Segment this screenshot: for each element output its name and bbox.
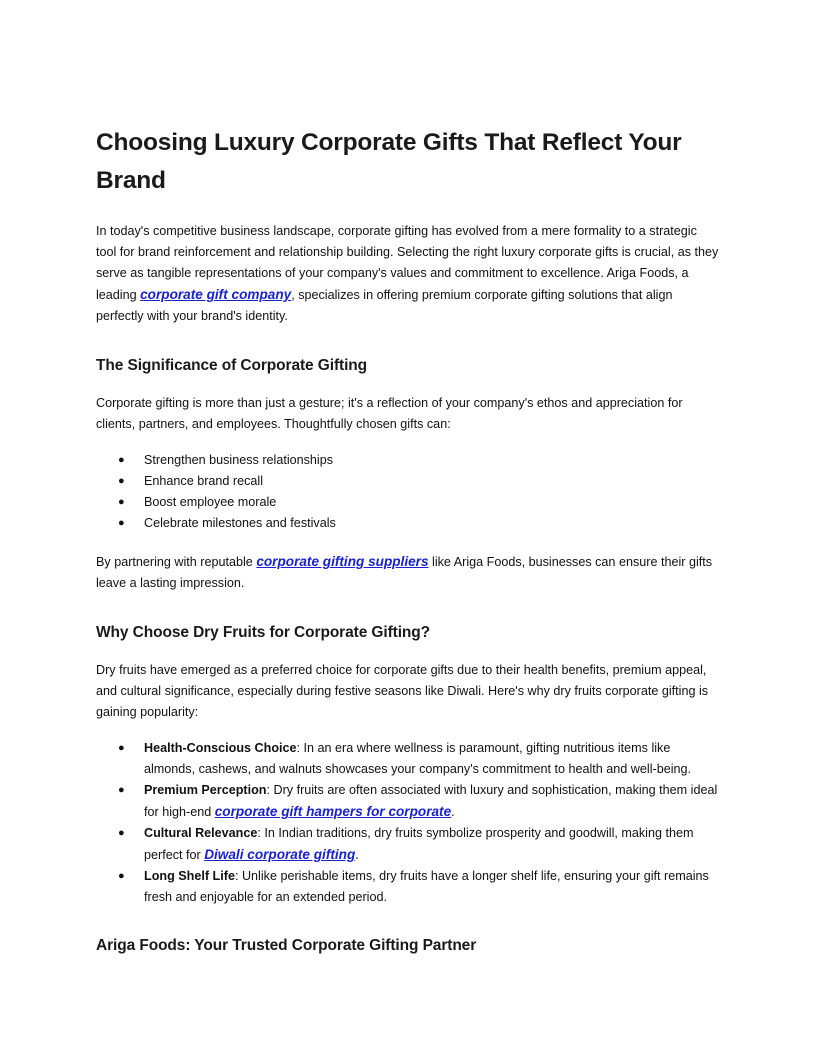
list-item bbox=[96, 866, 720, 908]
suppliers-text-before: By partnering with reputable bbox=[96, 555, 257, 569]
list-item bbox=[96, 450, 720, 471]
corporate-gift-company-link[interactable]: corporate gift company bbox=[140, 287, 292, 302]
list-item-text: Boost employee morale bbox=[144, 495, 277, 509]
list-item-tail: . bbox=[451, 805, 455, 819]
document-page bbox=[96, 124, 720, 956]
diwali-corporate-gifting-link[interactable]: Diwali corporate gifting bbox=[204, 847, 356, 862]
list-item bbox=[96, 738, 720, 780]
bullet-icon: ● bbox=[118, 742, 125, 754]
list-item-tail: . bbox=[355, 848, 359, 862]
intro-paragraph bbox=[96, 221, 720, 327]
suppliers-paragraph bbox=[96, 551, 720, 594]
section-heading-ariga: Ariga Foods: Your Trusted Corporate Gifting Partner bbox=[96, 937, 477, 954]
list-item bbox=[96, 471, 720, 492]
bullet-icon: ● bbox=[118, 454, 125, 466]
list-item-term: Premium Perception bbox=[144, 783, 267, 797]
list-item-term: Health-Conscious Choice bbox=[144, 741, 297, 755]
intro-text-before: In today's competitive business landscape, corporate gifting has evolved from a mere formality to a strategic tool for brand reinforcement and relationship building. Selecting the right luxury corporate gifts is crucial, as they serve as tangible representations of your company's values and commitment to excellence. Ariga Foods, a leading bbox=[96, 224, 719, 302]
section-heading-dry-fruits: Why Choose Dry Fruits for Corporate Gifting? bbox=[96, 624, 431, 641]
bullet-icon: ● bbox=[118, 475, 125, 487]
list-item-text: Strengthen business relationships bbox=[144, 453, 334, 467]
bullet-icon: ● bbox=[118, 517, 125, 529]
list-item-term: Cultural Relevance bbox=[144, 826, 258, 840]
bullet-icon: ● bbox=[118, 827, 125, 839]
intro-text-after: , specializes in offering premium corporate gifting solutions that align perfectly with your brand's identity. bbox=[96, 288, 673, 323]
list-item-text: : Unlike perishable items, dry fruits have a longer shelf life, ensuring your gift remains fresh and enjoyable for an extended period. bbox=[144, 869, 709, 904]
corporate-gifting-suppliers-link[interactable]: corporate gifting suppliers bbox=[256, 554, 429, 569]
list-item-text: Enhance brand recall bbox=[144, 474, 264, 488]
list-item bbox=[96, 823, 720, 866]
section-heading-significance: The Significance of Corporate Gifting bbox=[96, 357, 368, 374]
suppliers-text-after: like Ariga Foods, businesses can ensure their gifts leave a lasting impression. bbox=[96, 555, 713, 590]
bullet-icon: ● bbox=[118, 496, 125, 508]
corporate-gift-hampers-link[interactable]: corporate gift hampers for corporate bbox=[214, 804, 452, 819]
page-title: Choosing Luxury Corporate Gifts That Reflect Your Brand bbox=[96, 129, 682, 194]
list-item-text: Celebrate milestones and festivals bbox=[144, 516, 336, 530]
bullet-icon: ● bbox=[118, 870, 125, 882]
list-item bbox=[96, 780, 720, 823]
bullet-icon: ● bbox=[118, 784, 125, 796]
list-item-text: : Dry fruits are often associated with luxury and sophistication, making them ideal for high-end bbox=[144, 783, 718, 819]
list-item-text: : In an era where wellness is paramount, gifting nutritious items like almonds, cashews, and walnuts showcases your company's commitment to health and well-being. bbox=[144, 741, 692, 776]
list-item bbox=[96, 513, 720, 534]
dry-fruits-list bbox=[96, 738, 720, 908]
significance-paragraph: Corporate gifting is more than just a gesture; it's a reflection of your company's ethos and appreciation for clients, partners, and employees. Thoughtfully chosen gifts can: bbox=[96, 396, 683, 431]
significance-list bbox=[96, 450, 720, 534]
list-item-text: : In Indian traditions, dry fruits symbolize prosperity and goodwill, making them perfect for bbox=[144, 826, 694, 862]
list-item bbox=[96, 492, 720, 513]
dry-fruits-paragraph: Dry fruits have emerged as a preferred choice for corporate gifts due to their health benefits, premium appeal, and cultural significance, especially during festive seasons like Diwali. Here's why dry fruits corporate gifting is gaining popularity: bbox=[96, 663, 709, 719]
list-item-term: Long Shelf Life bbox=[144, 869, 235, 883]
